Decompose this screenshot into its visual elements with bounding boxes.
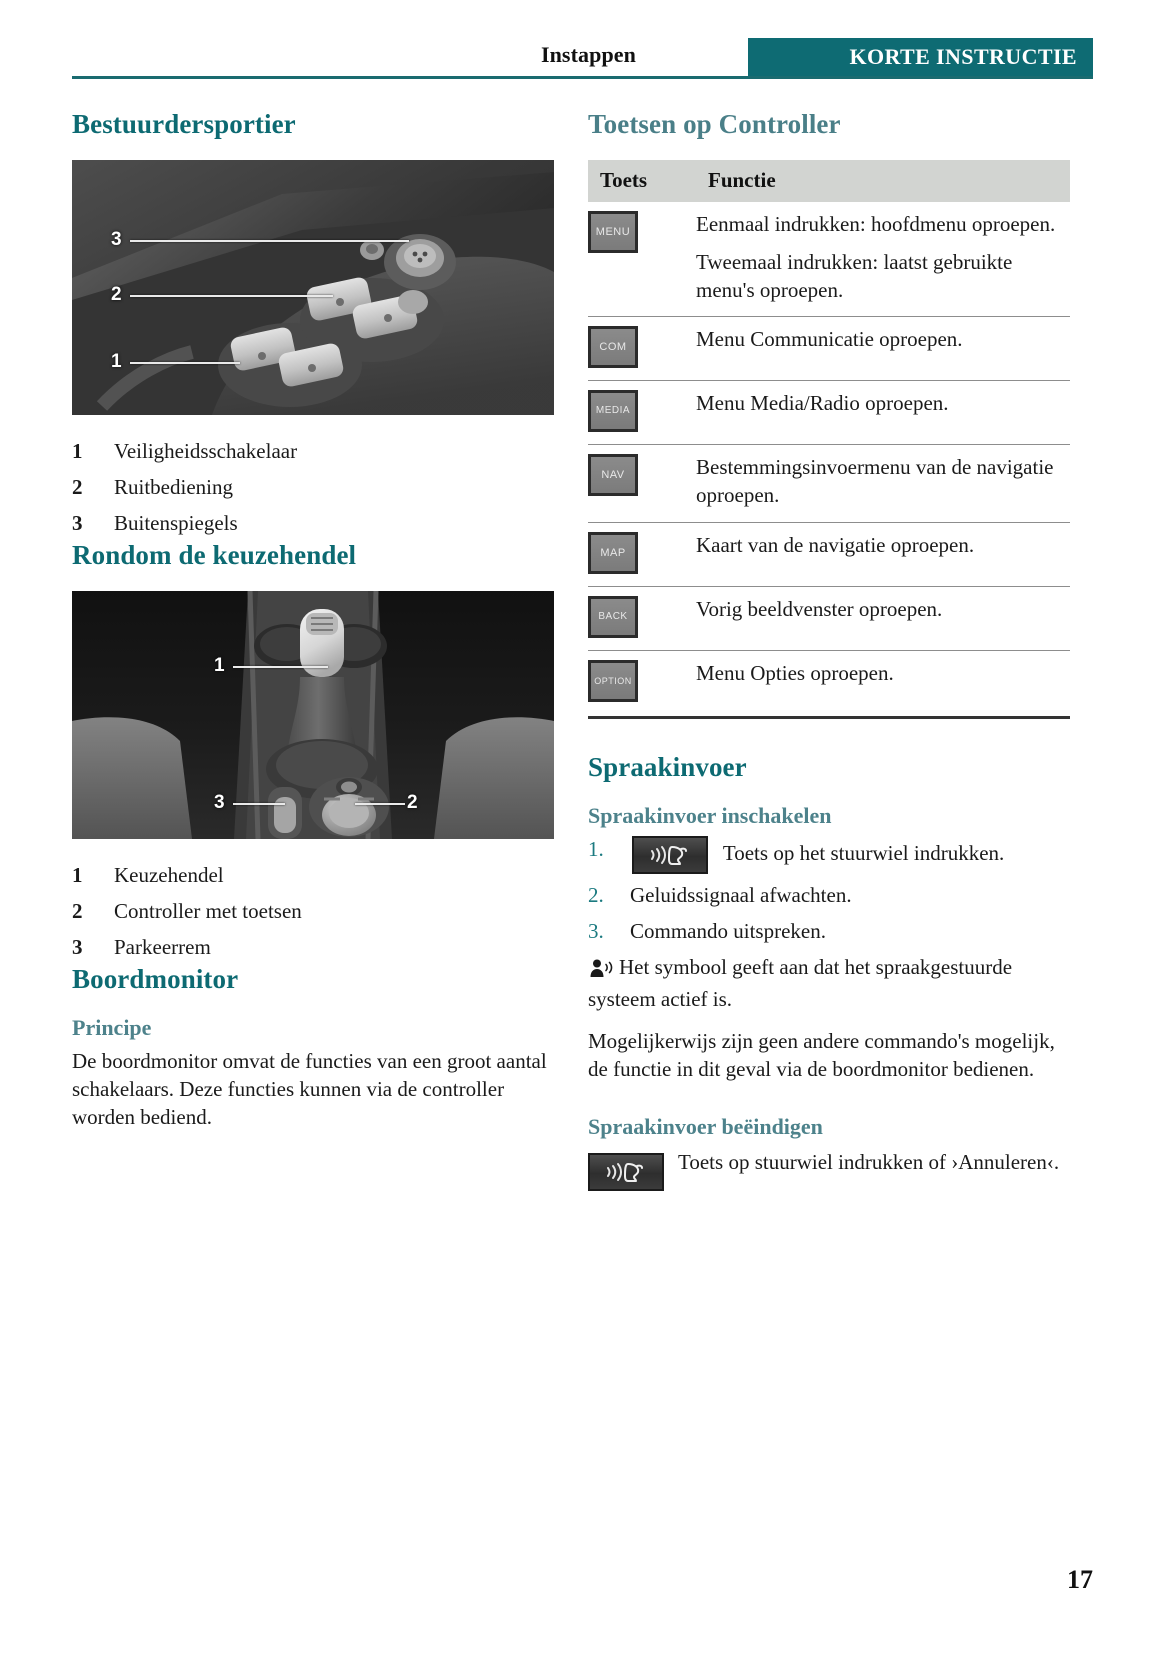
driver-door-panel-photo — [72, 160, 554, 415]
legend-label: Parkeerrem — [114, 934, 211, 959]
list-item — [72, 433, 554, 469]
key-cell — [588, 317, 696, 381]
voice-active-symbol-icon — [588, 958, 614, 986]
header-divider — [72, 76, 1093, 79]
table-row — [588, 317, 1070, 381]
table-row — [588, 587, 1070, 651]
legend-number: 3 — [72, 510, 83, 535]
voice-button-icon[interactable] — [632, 836, 708, 874]
legend-label: Buitenspiegels — [114, 510, 238, 535]
controller-keys-table — [588, 160, 1070, 715]
option-button-icon[interactable]: OPTION — [588, 660, 638, 702]
list-item — [588, 882, 1070, 910]
callout-2: 2 — [111, 283, 122, 305]
step-number: 1. — [588, 837, 604, 862]
key-cell — [588, 381, 696, 445]
column-header-functie: Functie — [696, 160, 1070, 202]
table-row — [588, 651, 1070, 715]
function-text: Bestemmingsinvoermenu van de navigatie oproepen. — [696, 455, 1054, 508]
center-console-photo — [72, 591, 554, 839]
door-legend-list — [72, 433, 554, 541]
legend-number: 1 — [72, 438, 83, 463]
page-header — [72, 38, 1093, 76]
section-banner-label: KORTE INSTRUCTIE — [849, 44, 1077, 69]
door-panel-illustration — [72, 160, 554, 415]
voice-end-block — [588, 1149, 1070, 1191]
legend-label: Controller met toetsen — [114, 898, 302, 923]
table-row — [588, 445, 1070, 523]
legend-label: Veiligheidsschakelaar — [114, 438, 298, 463]
heading-spraakinvoer: Spraakinvoer — [588, 752, 747, 783]
person-speaking-glyph — [588, 958, 614, 978]
function-cell — [696, 381, 1070, 445]
key-cell — [588, 587, 696, 651]
function-cell — [696, 202, 1070, 317]
function-text: Menu Opties oproepen. — [696, 661, 894, 686]
page-number: 17 — [1067, 1565, 1093, 1594]
function-cell — [696, 523, 1070, 587]
legend-number: 2 — [72, 474, 83, 499]
voice-enable-steps — [588, 836, 1070, 946]
boordmonitor-paragraph: De boordmonitor omvat de functies van een groot aantal schakelaars. Deze functies kunnen via de controller worden bediend. — [72, 1049, 547, 1129]
subheading-spraakinvoer-beeindigen: Spraakinvoer beëindigen — [588, 1113, 823, 1139]
table-row — [588, 202, 1070, 317]
media-button-icon[interactable]: MEDIA — [588, 390, 638, 432]
table-row — [588, 381, 1070, 445]
console-illustration — [72, 591, 554, 839]
section-banner — [748, 38, 1093, 76]
heading-toetsen-op-controller: Toetsen op Controller — [588, 109, 841, 139]
voice-glyph — [648, 843, 692, 867]
function-cell — [696, 317, 1070, 381]
heading-boordmonitor: Boordmonitor — [72, 964, 239, 995]
voice-fallback-paragraph: Mogelijkerwijs zijn geen andere commando's mogelijk, de functie in dit geval via de boordmonitor bedienen. — [588, 1028, 1055, 1081]
list-item — [72, 505, 554, 541]
function-text: Vorig beeldvenster oproepen. — [696, 597, 943, 622]
left-column — [72, 110, 554, 1146]
list-item — [588, 918, 1070, 946]
list-item — [588, 836, 1070, 874]
key-cell — [588, 523, 696, 587]
function-text: Tweemaal indrukken: laatst gebruikte menu's oproepen. — [696, 249, 1013, 302]
key-cell — [588, 445, 696, 523]
list-item — [72, 893, 554, 929]
leader-line-2 — [355, 803, 405, 805]
list-item — [72, 469, 554, 505]
step-text: Toets op het stuurwiel indrukken. — [722, 841, 1005, 866]
legend-label: Ruitbediening — [114, 474, 233, 499]
leader-line-1 — [130, 362, 240, 364]
callout-3: 3 — [111, 228, 122, 250]
callout-1: 1 — [214, 654, 225, 676]
nav-button-icon[interactable]: NAV — [588, 454, 638, 496]
list-item — [72, 857, 554, 893]
subheading-principe: Principe — [72, 1014, 152, 1040]
table-row — [588, 523, 1070, 587]
heading-bestuurdersportier: Bestuurdersportier — [72, 109, 296, 139]
back-button-icon[interactable]: BACK — [588, 596, 638, 638]
leader-line-2 — [130, 295, 333, 297]
voice-glyph — [604, 1160, 648, 1184]
leader-line-1 — [233, 666, 328, 668]
voice-active-note — [588, 954, 1070, 1014]
function-cell — [696, 445, 1070, 523]
function-text: Eenmaal indrukken: hoofdmenu oproepen. — [696, 211, 1056, 236]
function-cell — [696, 587, 1070, 651]
right-column — [588, 110, 1070, 1191]
voice-button-icon[interactable] — [588, 1153, 664, 1191]
key-cell — [588, 651, 696, 715]
step-number: 3. — [588, 919, 604, 944]
legend-number: 1 — [72, 862, 83, 887]
legend-label: Keuzehendel — [114, 862, 224, 887]
heading-rondom-de-keuzehendel: Rondom de keuzehendel — [72, 540, 357, 571]
menu-button-icon[interactable]: MENU — [588, 211, 638, 253]
leader-line-3 — [130, 240, 409, 242]
function-cell — [696, 651, 1070, 715]
console-legend-list — [72, 857, 554, 965]
step-text: Geluidssignaal afwachten. — [630, 883, 852, 908]
step-number: 2. — [588, 883, 604, 908]
step-text: Commando uitspreken. — [630, 919, 826, 944]
chapter-title: Instappen — [540, 42, 636, 67]
function-text: Menu Communicatie oproepen. — [696, 327, 963, 352]
voice-active-note-text: Het symbool geeft aan dat het spraakgestuurde systeem actief is. — [588, 955, 1013, 1012]
key-cell — [588, 202, 696, 317]
callout-3: 3 — [214, 791, 225, 813]
com-button-icon[interactable]: COM — [588, 326, 638, 368]
subheading-spraakinvoer-inschakelen: Spraakinvoer inschakelen — [588, 802, 832, 828]
map-button-icon[interactable]: MAP — [588, 532, 638, 574]
callout-1: 1 — [111, 350, 122, 372]
legend-number: 3 — [72, 934, 83, 959]
legend-number: 2 — [72, 898, 83, 923]
function-text: Menu Media/Radio oproepen. — [696, 391, 949, 416]
column-header-toets: Toets — [588, 160, 696, 202]
voice-end-text: Toets op stuurwiel indrukken of ›Annuleren‹. — [678, 1150, 1060, 1175]
table-header-row — [588, 160, 1070, 202]
list-item — [72, 929, 554, 965]
leader-line-3 — [233, 803, 285, 805]
callout-2: 2 — [407, 791, 418, 813]
function-text: Kaart van de navigatie oproepen. — [696, 533, 975, 558]
table-bottom-divider — [588, 716, 1070, 719]
